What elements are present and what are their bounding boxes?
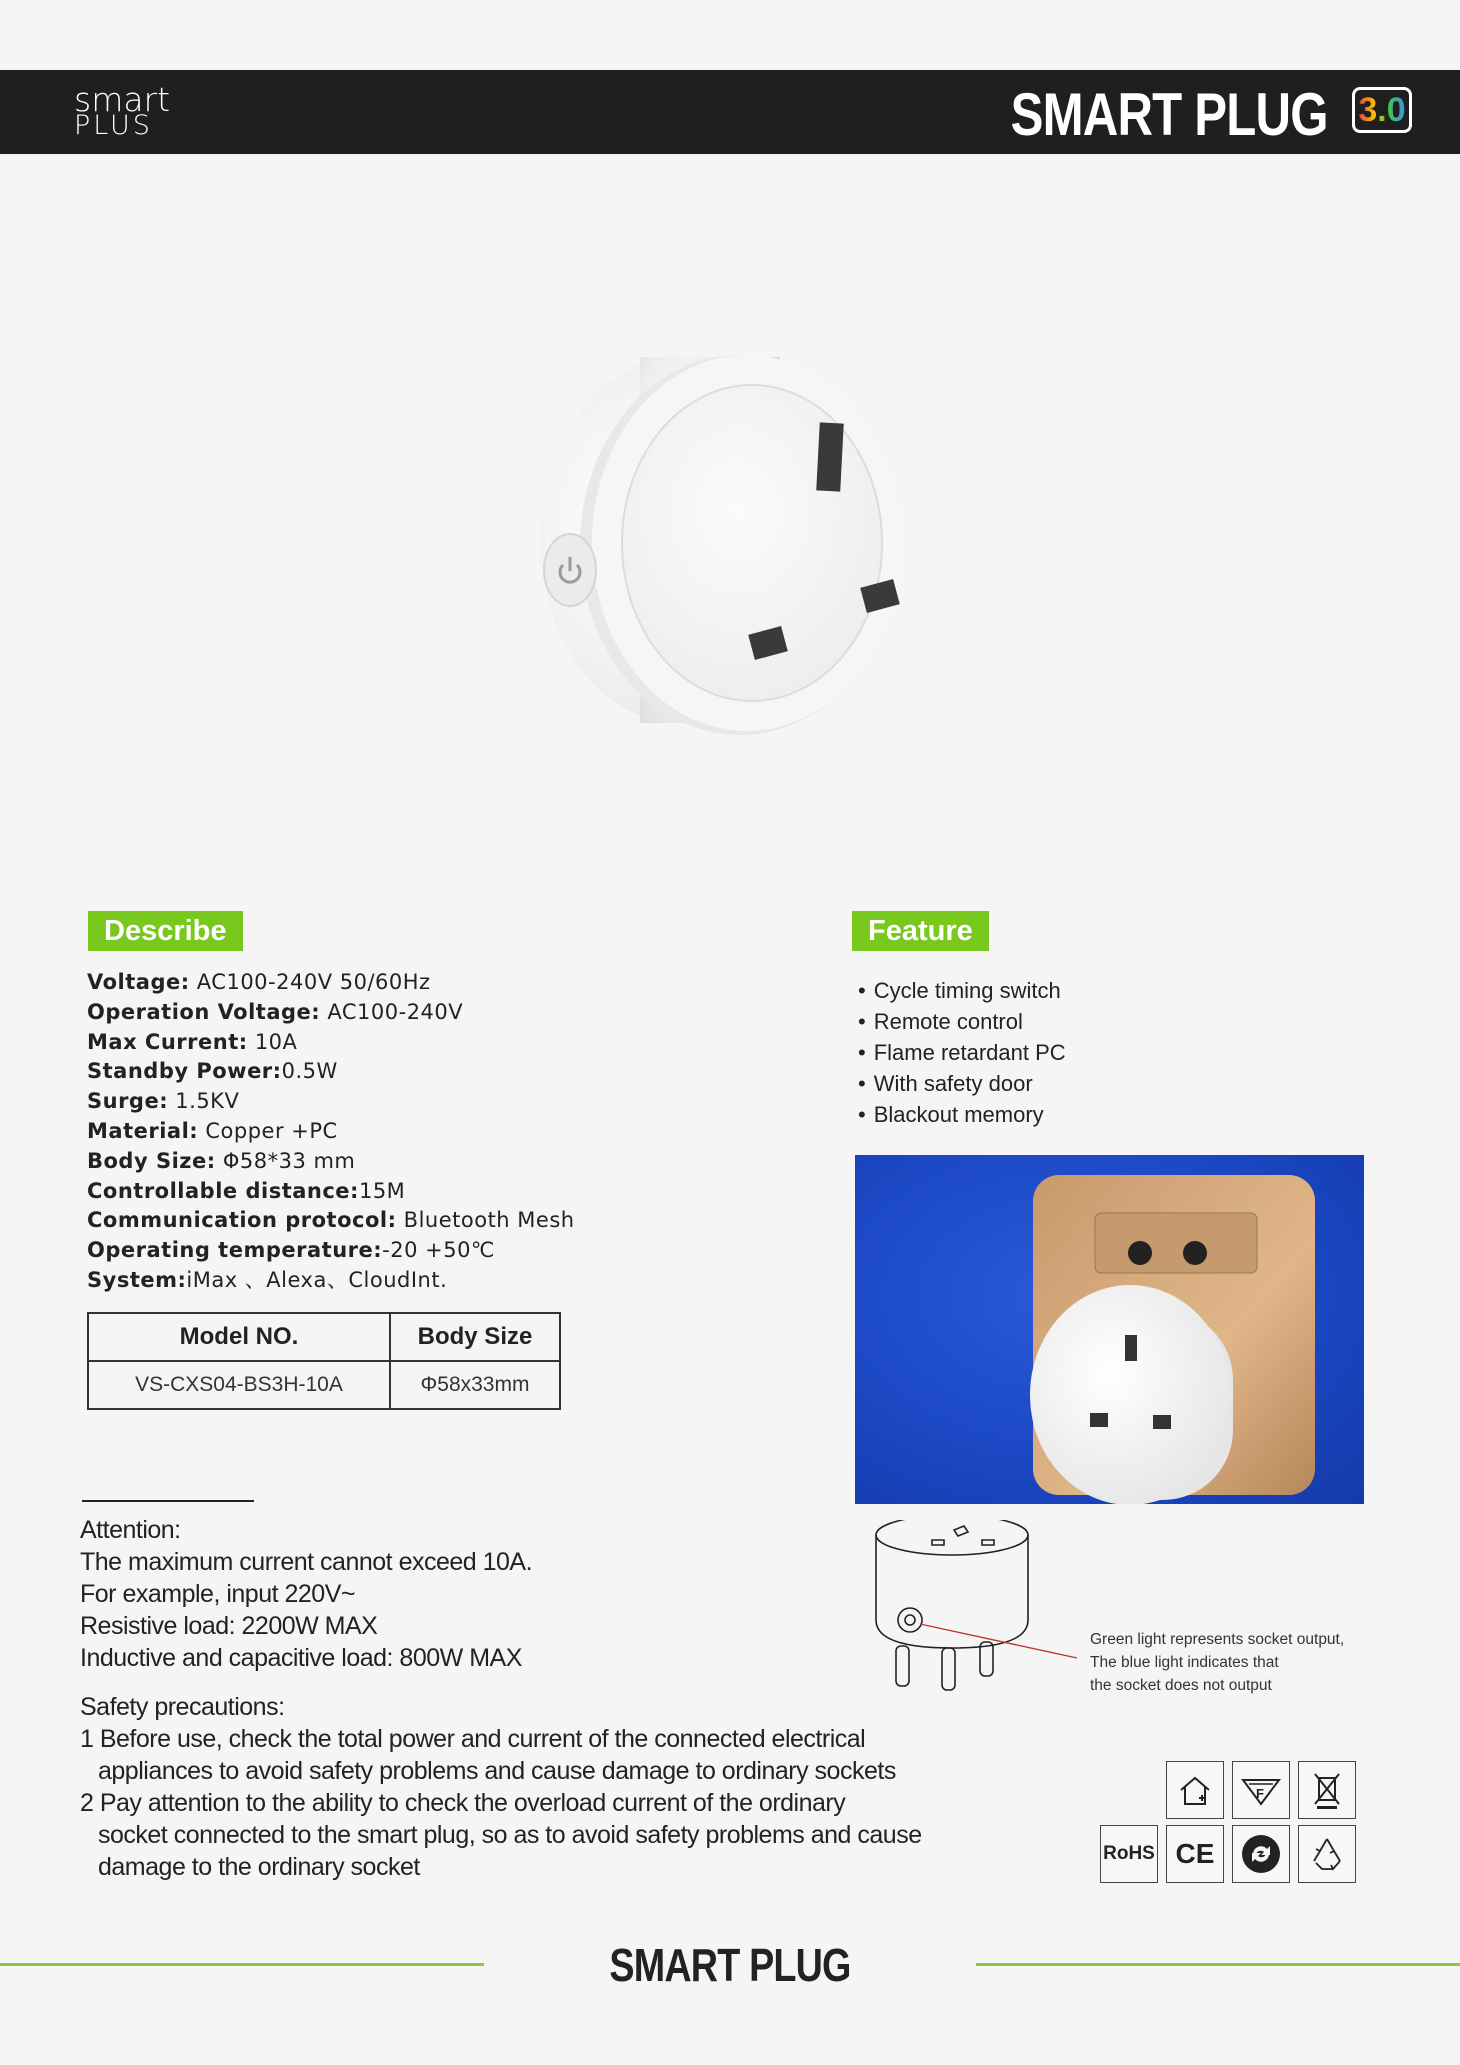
table-cell: VS-CXS04-BS3H-10A [88, 1361, 390, 1409]
rohs-icon: RoHS [1100, 1825, 1158, 1883]
spec-row: Operating temperature:-20 +50℃ [87, 1238, 496, 1263]
brand-line1: smart [74, 80, 171, 119]
diagram-note [1090, 1628, 1344, 1697]
diagram-note-line: the socket does not output [1090, 1677, 1272, 1694]
spec-row: Operation Voltage: AC100-240V [87, 999, 464, 1024]
section-divider [82, 1500, 254, 1502]
product-in-socket-photo [855, 1155, 1364, 1504]
list-item: • Blackout memory [858, 1099, 1066, 1130]
attention-line: For example, input 220V~ [80, 1580, 355, 1608]
table-header: Body Size [390, 1313, 560, 1361]
spec-row: Body Size: Φ58*33 mm [87, 1148, 356, 1173]
safety-line: 1 Before use, check the total power and current of the connected electrical [80, 1725, 866, 1753]
feature-list [858, 975, 1066, 1130]
spec-row: Communication protocol: Bluetooth Mesh [87, 1208, 575, 1233]
list-item: • Remote control [858, 1006, 1066, 1037]
safety-line: damage to the ordinary socket [98, 1853, 420, 1881]
green-dot-icon [1232, 1825, 1290, 1883]
describe-label: Describe [88, 911, 243, 951]
brand-line2: PLUS [74, 110, 153, 142]
safety-line: 2 Pay attention to the ability to check the overload current of the ordinary [80, 1789, 846, 1817]
header-bar [0, 70, 1460, 154]
list-item: • Cycle timing switch [858, 975, 1066, 1006]
table-row [88, 1361, 560, 1409]
flame-retardant-icon [1232, 1761, 1290, 1819]
model-table [87, 1312, 561, 1410]
spec-row: Surge: 1.5KV [87, 1089, 240, 1114]
spec-row: Controllable distance:15M [87, 1178, 406, 1203]
spec-list [87, 968, 575, 1296]
safety-line: socket connected to the smart plug, so as to avoid safety problems and cause [98, 1821, 922, 1849]
table-cell: Φ58x33mm [390, 1361, 560, 1409]
spec-row: Voltage: AC100-240V 50/60Hz [87, 970, 431, 994]
indoor-use-icon [1166, 1761, 1224, 1819]
list-item: • With safety door [858, 1068, 1066, 1099]
recycle-icon [1298, 1825, 1356, 1883]
header-title: SMART PLUG [1010, 81, 1328, 148]
svg-text:F: F [1256, 1786, 1264, 1801]
footer-title: SMART PLUG [609, 1939, 851, 1991]
socket-photo-illustration [855, 1155, 1364, 1504]
table-header-row [88, 1313, 560, 1361]
spec-row: Max Current: 10A [87, 1029, 298, 1054]
attention-line: Resistive load: 2200W MAX [80, 1612, 378, 1640]
weee-bin-icon [1298, 1761, 1356, 1819]
attention-line: Attention: [80, 1516, 181, 1544]
table-header: Model NO. [88, 1313, 390, 1361]
safety-title: Safety precautions: [80, 1693, 285, 1721]
diagram-note-line: Green light represents socket output, [1090, 1631, 1345, 1648]
attention-line: Inductive and capacitive load: 800W MAX [80, 1644, 522, 1672]
spec-row: Standby Power:0.5W [87, 1059, 338, 1084]
attention-block [80, 1514, 532, 1674]
spec-row: System:iMax 、Alexa、CloudInt. [87, 1267, 448, 1292]
safety-block [80, 1691, 922, 1883]
product-hero-image [505, 325, 955, 775]
safety-line: appliances to avoid safety problems and cause damage to ordinary sockets [98, 1757, 896, 1785]
diagram-note-line: The blue light indicates that [1090, 1654, 1279, 1671]
ce-icon: CE [1166, 1825, 1224, 1883]
list-item: • Flame retardant PC [858, 1037, 1066, 1068]
version-badge: 3.0 [1352, 87, 1412, 133]
brand-logo [74, 80, 171, 142]
feature-label: Feature [852, 911, 989, 951]
attention-line: The maximum current cannot exceed 10A. [80, 1548, 533, 1576]
spec-row: Material: Copper +PC [87, 1118, 338, 1143]
